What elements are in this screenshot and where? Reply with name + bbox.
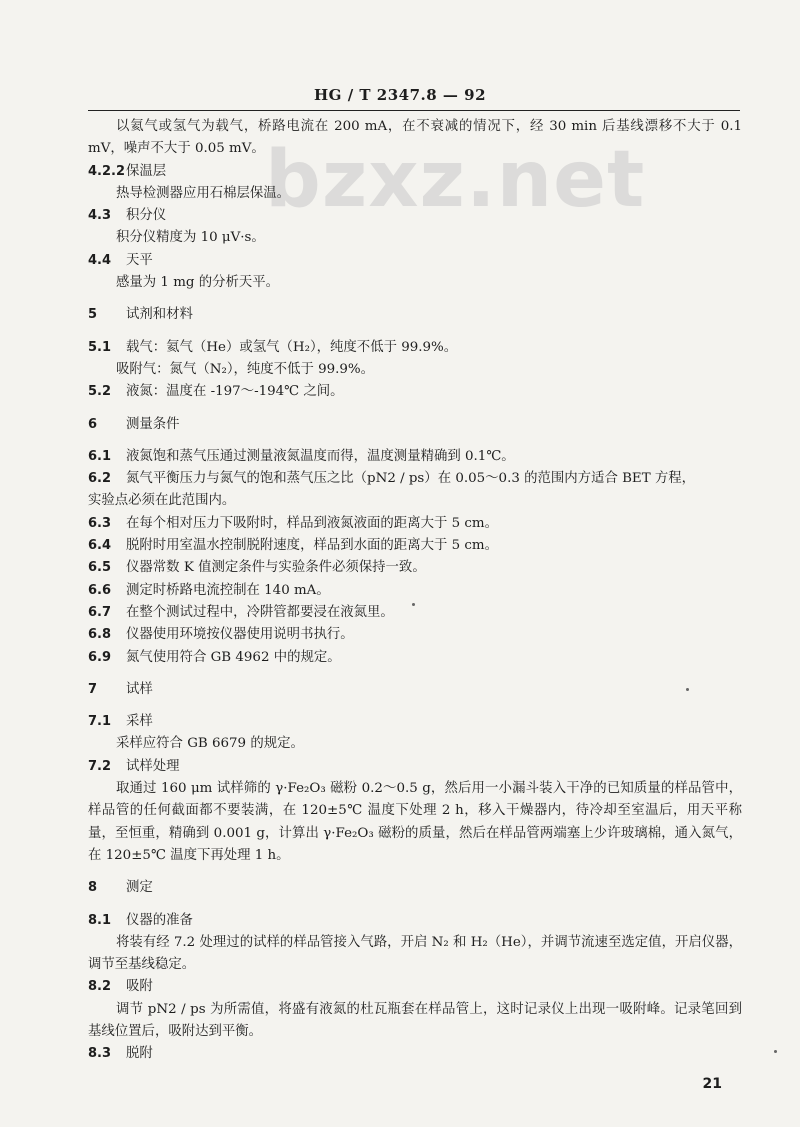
clause-heading	[88, 414, 742, 436]
clause-number: 6.7	[88, 604, 112, 620]
clause-text: 液氮：温度在 -197～-194℃ 之间。	[126, 384, 344, 400]
clause-text: 试样	[126, 681, 153, 697]
clause-text: 液氮饱和蒸气压通过测量液氮温度而得，温度测量精确到 0.1℃。	[126, 448, 515, 464]
clause-number: 4.3	[88, 208, 112, 224]
scan-speck	[412, 603, 415, 606]
clause-heading	[88, 468, 742, 490]
clause-text: 脱附时用室温水控制脱附速度，样品到水面的距离大于 5 cm。	[126, 538, 498, 554]
clause-number: 8	[88, 880, 98, 896]
clause-number: 6.2	[88, 471, 112, 487]
section-gap	[88, 701, 742, 711]
clause-heading	[88, 1043, 742, 1065]
clause-heading	[88, 381, 742, 403]
clause-text: 试剂和材料	[126, 307, 193, 323]
section-gap	[88, 867, 742, 877]
clause-text: 积分仪	[126, 208, 167, 224]
body-paragraph: 取通过 160 μm 试样筛的 γ·Fe₂O₃ 磁粉 0.2～0.5 g，然后用一小漏斗装入干净的已知质量的样品管中，样品管的任何截面都不要装满，在 120±5℃ 温度下处理 2 h，移入干燥器内，待冷却至室温后，用天平称量，至恒重，精确到 0.001 g，计算出 γ·Fe₂O₃ 磁粉的质量，然后在样品管两端塞上少许玻璃棉，通入氮气，在 120±5℃ 温度下再处理 1 h。	[88, 781, 742, 863]
clause-number: 6	[88, 416, 98, 432]
clause-continuation: 实验点必须在此范围内。	[88, 493, 236, 509]
clause-body: 热导检测器应用石棉层保温。	[116, 185, 291, 201]
clause-text: 氮气平衡压力与氮气的饱和蒸气压之比（pN2 / ps）在 0.05～0.3 的范围内方适合 BET 方程，	[126, 471, 696, 487]
section-gap	[88, 294, 742, 304]
clause-number: 8.2	[88, 979, 112, 995]
clause-heading	[88, 756, 742, 778]
clause-number: 8.1	[88, 912, 112, 928]
clause-heading	[88, 580, 742, 602]
clause-number: 8.3	[88, 1046, 112, 1062]
section-gap	[88, 327, 742, 337]
clause-number: 6.4	[88, 538, 112, 554]
clause-number: 4.2.2	[88, 163, 126, 179]
clause-number: 6.9	[88, 649, 112, 665]
clause-body: 吸附气：氮气（N₂），纯度不低于 99.9%。	[116, 361, 375, 377]
clause-body: 采样应符合 GB 6679 的规定。	[116, 736, 304, 752]
clause-number: 6.3	[88, 515, 112, 531]
section-gap	[88, 436, 742, 446]
clause-text: 在整个测试过程中，冷阱管都要浸在液氮里。	[126, 604, 394, 620]
clause-text: 天平	[126, 252, 153, 268]
section-gap	[88, 669, 742, 679]
body-paragraph: 将装有经 7.2 处理过的试样的样品管接入气路，开启 N₂ 和 H₂（He），并调节流速至选定值，开启仪器，调节至基线稳定。	[88, 934, 742, 973]
clause-text: 测定时桥路电流控制在 140 mA。	[126, 582, 330, 598]
clause-heading	[88, 679, 742, 701]
clause-number: 7.2	[88, 758, 112, 774]
clause-number: 6.6	[88, 582, 112, 598]
clause-number: 4.4	[88, 252, 112, 268]
clause-number: 6.5	[88, 560, 112, 576]
clause-heading	[88, 910, 742, 932]
clause-text: 仪器的准备	[126, 912, 193, 928]
clause-heading	[88, 513, 742, 535]
clause-text: 载气：氦气（He）或氢气（H₂），纯度不低于 99.9%。	[126, 339, 458, 355]
clause-text: 在每个相对压力下吸附时，样品到液氮液面的距离大于 5 cm。	[126, 515, 498, 531]
clause-heading	[88, 711, 742, 733]
clause-heading	[88, 250, 742, 272]
standard-code-header: HG / T 2347.8 — 92	[313, 86, 486, 104]
clause-text: 吸附	[126, 979, 153, 995]
clause-heading	[88, 557, 742, 579]
clause-heading	[88, 624, 742, 646]
header-rule	[88, 110, 740, 111]
clause-text: 氮气使用符合 GB 4962 中的规定。	[126, 649, 341, 665]
document-body	[88, 116, 742, 1066]
clause-heading	[88, 304, 742, 326]
clause-body: 感量为 1 mg 的分析天平。	[116, 275, 280, 291]
clause-heading	[88, 205, 742, 227]
clause-text: 测量条件	[126, 416, 180, 432]
clause-text: 仪器常数 K 值测定条件与实验条件必须保持一致。	[126, 560, 426, 576]
page-number: 21	[702, 1076, 722, 1092]
clause-heading	[88, 877, 742, 899]
clause-text: 仪器使用环境按仪器使用说明书执行。	[126, 627, 354, 643]
body-paragraph: 以氦气或氢气为载气，桥路电流在 200 mA，在不衰减的情况下，经 30 min 后基线漂移不大于 0.1 mV，噪声不大于 0.05 mV。	[88, 119, 742, 157]
clause-heading	[88, 337, 742, 359]
section-gap	[88, 404, 742, 414]
clause-text: 试样处理	[126, 758, 180, 774]
body-paragraph: 调节 pN2 / ps 为所需值，将盛有液氮的杜瓦瓶套在样品管上，这时记录仪上出现一吸附峰。记录笔回到基线位置后，吸附达到平衡。	[88, 1001, 742, 1039]
clause-number: 7	[88, 681, 98, 697]
clause-number: 5.1	[88, 339, 112, 355]
clause-heading	[88, 446, 742, 468]
clause-body: 积分仪精度为 10 μV·s。	[116, 230, 265, 246]
scan-speck	[774, 1050, 777, 1053]
clause-heading	[88, 161, 742, 183]
clause-heading	[88, 647, 742, 669]
section-gap	[88, 900, 742, 910]
clause-number: 5.2	[88, 384, 112, 400]
clause-text: 保温层	[126, 163, 167, 179]
clause-heading	[88, 535, 742, 557]
clause-number: 5	[88, 307, 98, 323]
clause-text: 测定	[126, 880, 153, 896]
clause-text: 采样	[126, 714, 153, 730]
clause-heading	[88, 602, 742, 624]
clause-number: 6.1	[88, 448, 112, 464]
clause-heading	[88, 976, 742, 998]
clause-text: 脱附	[126, 1046, 153, 1062]
clause-number: 6.8	[88, 627, 112, 643]
watermark-logo: bzxz.net	[265, 135, 646, 225]
scan-speck	[686, 688, 689, 691]
clause-number: 7.1	[88, 714, 112, 730]
